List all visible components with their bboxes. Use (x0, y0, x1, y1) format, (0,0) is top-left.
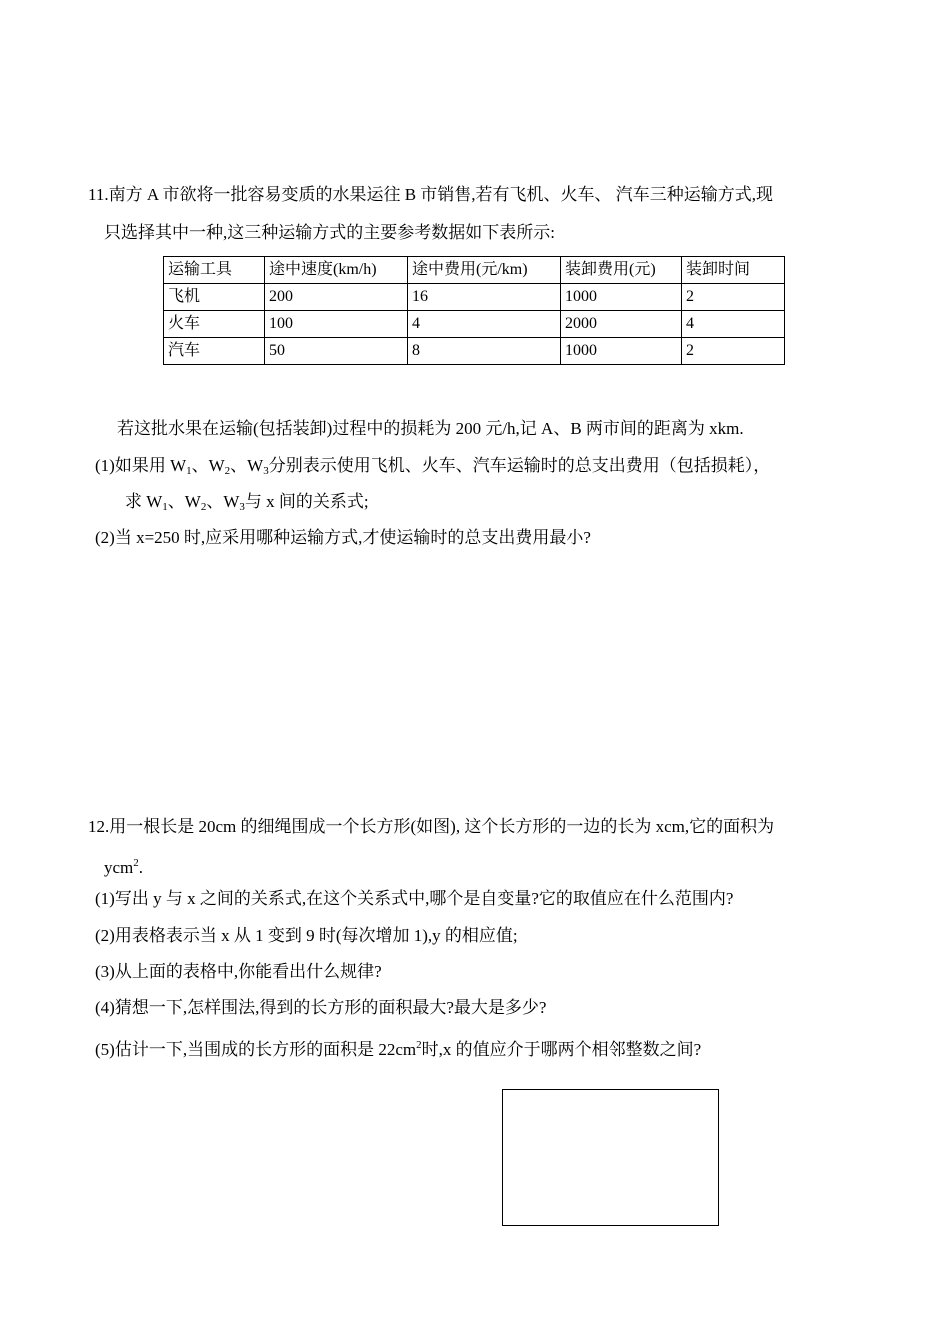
table-header-cell: 途中费用(元/km) (408, 257, 561, 284)
table-cell: 火车 (164, 311, 265, 338)
subscript: 3 (239, 501, 245, 513)
table-header-row (164, 257, 785, 284)
text-span: 分别表示使用飞机、火车、汽车运输时的总支出费用（包括损耗）， (268, 456, 771, 475)
text-span: 、W (191, 456, 225, 475)
text-span: (1)如果用 W (95, 456, 187, 475)
q11-part1-line1 (95, 455, 770, 482)
text-span: 、W (206, 492, 240, 511)
table-row (164, 284, 785, 311)
subscript: 3 (263, 465, 269, 477)
table-cell: 2000 (561, 311, 682, 338)
text-span: (5)估计一下,当围成的长方形的面积是 22cm (95, 1040, 417, 1059)
q11-stem-line2: 只选择其中一种,这三种运输方式的主要参考数据如下表所示: (104, 223, 555, 242)
text-span: 、W (230, 456, 264, 475)
text-span: 与 x 间的关系式; (244, 492, 369, 511)
table-cell: 1000 (561, 284, 682, 311)
rectangle-figure (502, 1089, 719, 1226)
text-span: 、W (167, 492, 201, 511)
q12-part3: (3)从上面的表格中,你能看出什么规律? (95, 962, 382, 981)
text-span: . (138, 858, 144, 877)
table-cell: 50 (265, 338, 408, 365)
q12-stem-line2 (104, 852, 143, 879)
table-cell: 汽车 (164, 338, 265, 365)
q12-part2: (2)用表格表示当 x 从 1 变到 9 时(每次增加 1),y 的相应值; (95, 926, 518, 945)
q11-stem-line1: 11.南方 A 市欲将一批容易变质的水果运往 B 市销售,若有飞机、火车、 汽车三种运输方式,现 (88, 185, 774, 204)
table-cell: 16 (408, 284, 561, 311)
table-cell: 100 (265, 311, 408, 338)
q12-stem-line1: 12.用一根长是 20cm 的细绳围成一个长方形(如图), 这个长方形的一边的长为 xcm,它的面积为 (88, 817, 775, 836)
table-header-cell: 装卸时间 (682, 257, 785, 284)
table-cell: 4 (408, 311, 561, 338)
table-cell: 飞机 (164, 284, 265, 311)
table-cell: 1000 (561, 338, 682, 365)
subscript: 2 (200, 501, 207, 513)
superscript: 2 (416, 1039, 422, 1051)
text-span: ycm (104, 858, 134, 877)
superscript: 2 (133, 857, 139, 869)
table-cell: 4 (682, 311, 785, 338)
q12-part4: (4)猜想一下,怎样围法,得到的长方形的面积最大?最大是多少? (95, 998, 547, 1017)
q12-part5 (95, 1034, 701, 1061)
table-cell: 2 (682, 338, 785, 365)
table-cell: 2 (682, 284, 785, 311)
q11-part2: (2)当 x=250 时,应采用哪种运输方式,才使运输时的总支出费用最小? (95, 528, 591, 547)
table-row (164, 338, 785, 365)
transport-table (163, 256, 785, 365)
q11-loss-statement: 若这批水果在运输(包括装卸)过程中的损耗为 200 元/h,记 A、B 两市间的距离为 xkm. (117, 419, 744, 438)
table-header-cell: 途中速度(km/h) (265, 257, 408, 284)
text-span: 时,x 的值应介于哪两个相邻整数之间? (421, 1040, 702, 1059)
q12-part1: (1)写出 y 与 x 之间的关系式,在这个关系式中,哪个是自变量?它的取值应在什么范围内? (95, 889, 734, 908)
table-cell: 200 (265, 284, 408, 311)
table-header-cell: 装卸费用(元) (561, 257, 682, 284)
table-cell: 8 (408, 338, 561, 365)
table-row (164, 311, 785, 338)
q11-part1-line2 (125, 491, 369, 518)
text-span: 求 W (125, 492, 163, 511)
table-header-cell: 运输工具 (164, 257, 265, 284)
subscript: 1 (162, 501, 168, 513)
subscript: 1 (186, 465, 192, 477)
subscript: 2 (224, 465, 231, 477)
